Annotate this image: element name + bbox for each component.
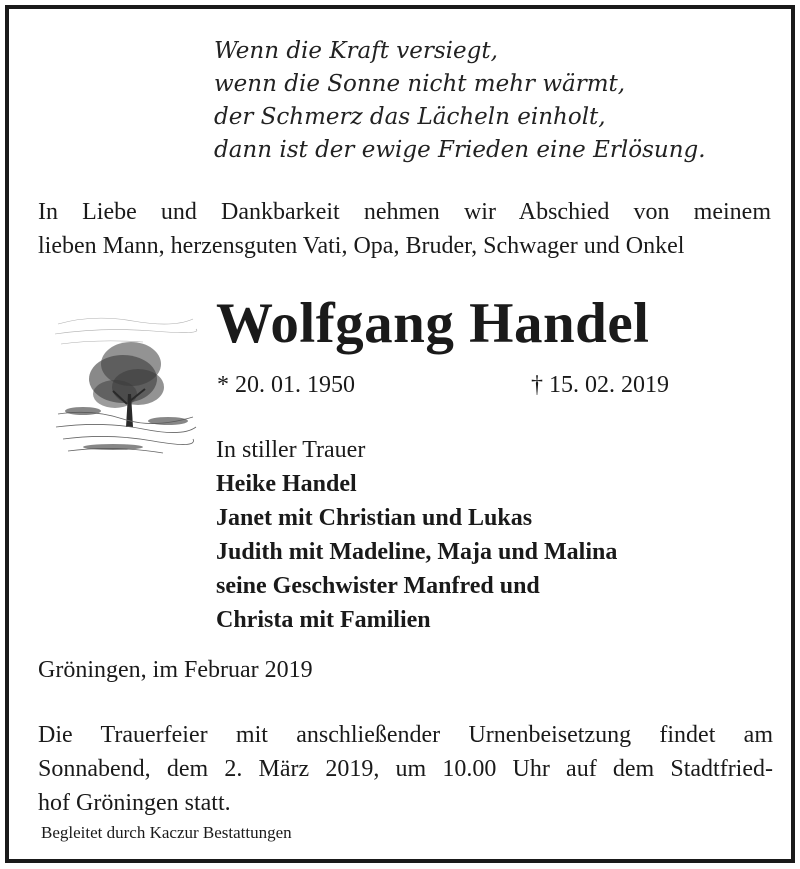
mourner-line: Heike Handel	[216, 471, 357, 497]
poem-line: wenn die Sonne nicht mehr wärmt,	[214, 71, 626, 97]
service-line: hof Gröningen statt.	[38, 790, 231, 816]
mourner-line: Christa mit Familien	[216, 607, 431, 633]
mourners-block	[216, 433, 776, 637]
mourner-line: Janet mit Christian und Lukas	[216, 505, 533, 531]
intro-line: In Liebe und Dankbarkeit nehmen wir Abschied von meinem	[38, 199, 771, 225]
poem-line: dann ist der ewige Frieden eine Erlösung.	[214, 137, 706, 163]
poem	[214, 35, 774, 167]
service-line: Die Trauerfeier mit anschließender Urnenbeisetzung findet am	[38, 722, 773, 748]
birth-date: * 20. 01. 1950	[217, 372, 355, 398]
place-date: Gröningen, im Februar 2019	[38, 657, 313, 683]
deceased-name: Wolfgang Handel	[216, 292, 650, 355]
intro-text	[38, 195, 771, 263]
mourner-line: seine Geschwister Manfred und	[216, 573, 540, 599]
intro-line: lieben Mann, herzensguten Vati, Opa, Bruder, Schwager und Onkel	[38, 233, 685, 259]
mourners-heading: In stiller Trauer	[216, 437, 366, 463]
tree-landscape-illustration	[53, 309, 198, 469]
undertaker-credit: Begleitet durch Kaczur Bestattungen	[41, 823, 292, 842]
service-line: Sonnabend, dem 2. März 2019, um 10.00 Uhr auf dem Stadtfried-	[38, 756, 773, 782]
death-date: † 15. 02. 2019	[531, 372, 669, 398]
poem-line: Wenn die Kraft versiegt,	[214, 38, 498, 64]
obituary-frame	[5, 5, 795, 863]
poem-line: der Schmerz das Lächeln einholt,	[214, 104, 606, 130]
mourner-line: Judith mit Madeline, Maja und Malina	[216, 539, 618, 565]
service-notice	[38, 718, 773, 820]
